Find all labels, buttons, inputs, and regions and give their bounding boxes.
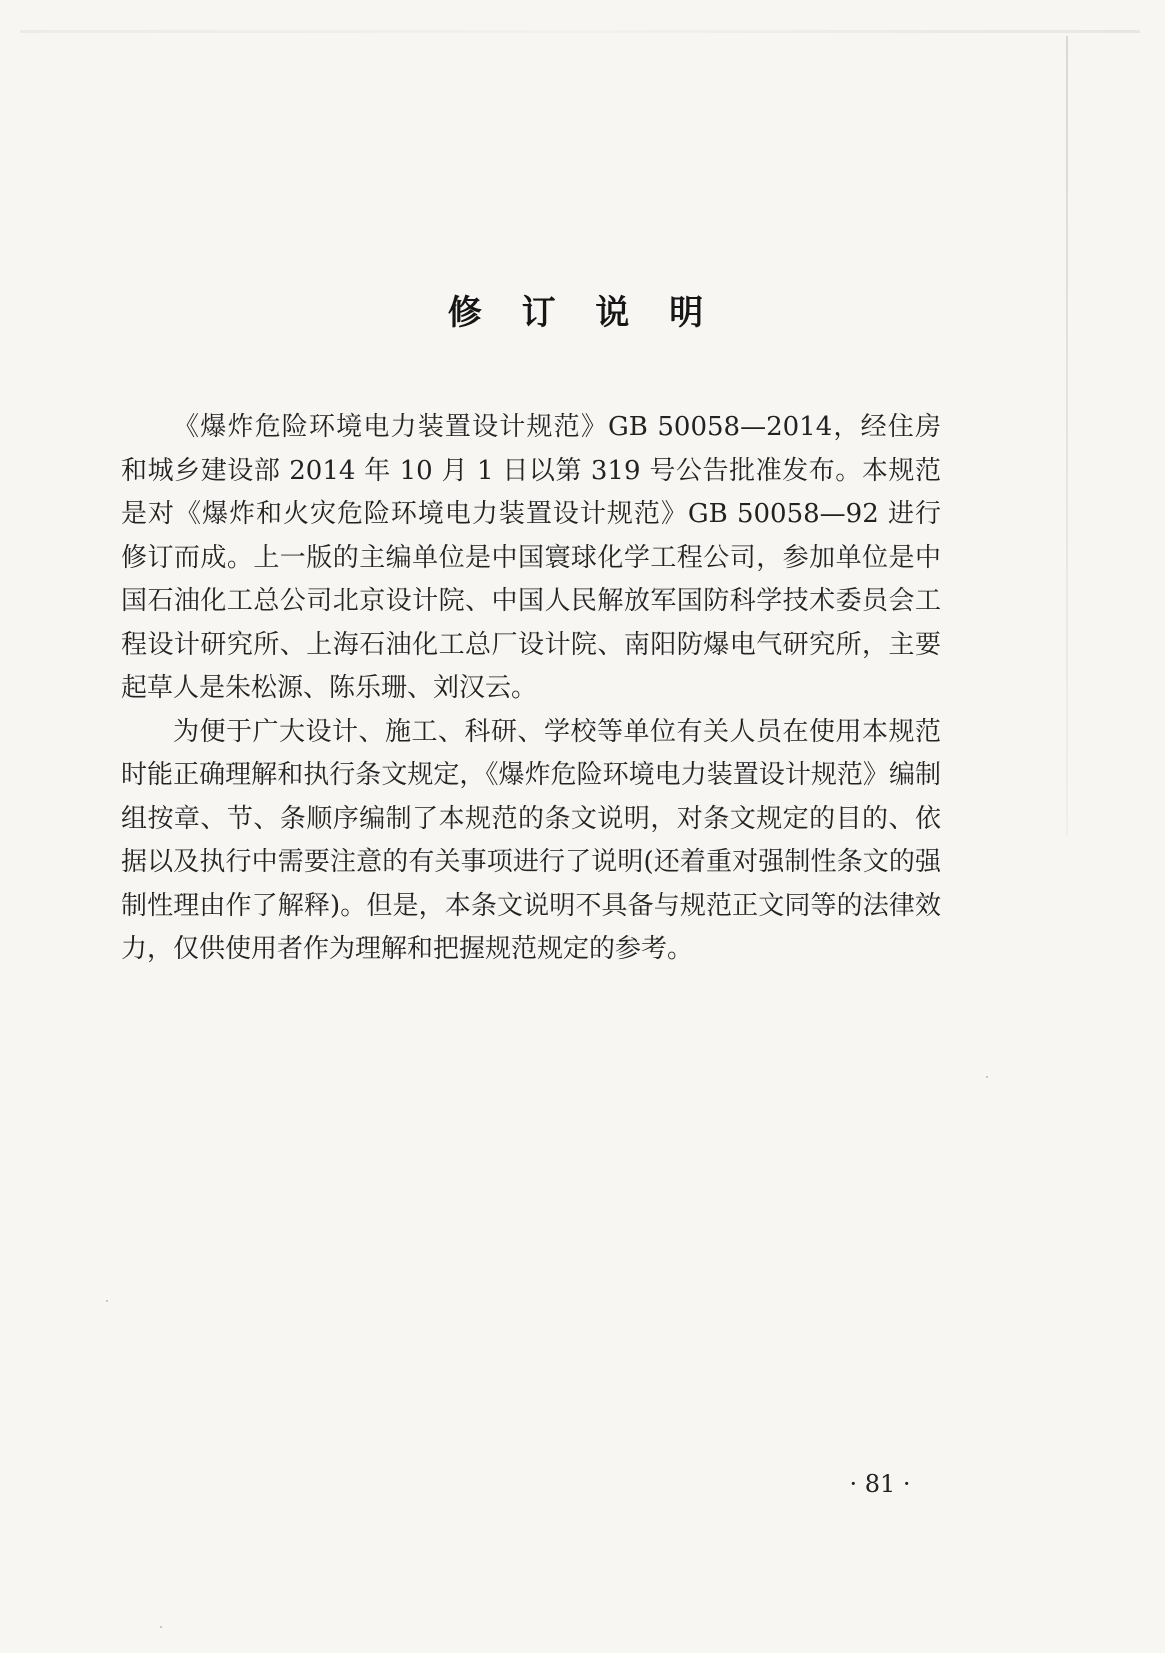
paragraph-2: 为便于广大设计、施工、科研、学校等单位有关人员在使用本规范时能正确理解和执行条文规定，《爆炸危险环境电力装置设计规范》编制组按章、节、条顺序编制了本规范的条文说明，对条文规定的目的、依据以及执行中需要注意的有关事项进行了说明(还着重对强制性条文的强制性理由作了解释)。但是，本条文说明不具备与规范正文同等的法律效力，仅供使用者作为理解和把握规范规定的参考。: [121, 716, 941, 964]
page-title: 修 订 说 明: [447, 292, 718, 333]
document-body: [121, 406, 941, 972]
scan-page-edge: [1066, 36, 1068, 836]
paragraph-1: 《爆炸危险环境电力装置设计规范》GB 50058—2014，经住房和城乡建设部 2014 年 10 月 1 日以第 319 号公告批准发布。本规范是对《爆炸和火灾危险环境电力装置设计规范》GB 50058—92 进行修订而成。上一版的主编单位是中国寰球化学工程公司，参加单位是中国石油化工总公司北京设计院、中国人民解放军国防科学技术委员会工程设计研究所、上海石油化工总厂设计院、南阳防爆电气研究所，主要起草人是朱松源、陈乐珊、刘汉云。: [121, 412, 941, 703]
scan-speck: [106, 1300, 108, 1302]
scan-top-edge: [20, 30, 1140, 33]
scan-speck: [160, 1626, 162, 1628]
page-number: · 81 ·: [849, 1470, 911, 1498]
scan-speck: [986, 1076, 988, 1078]
